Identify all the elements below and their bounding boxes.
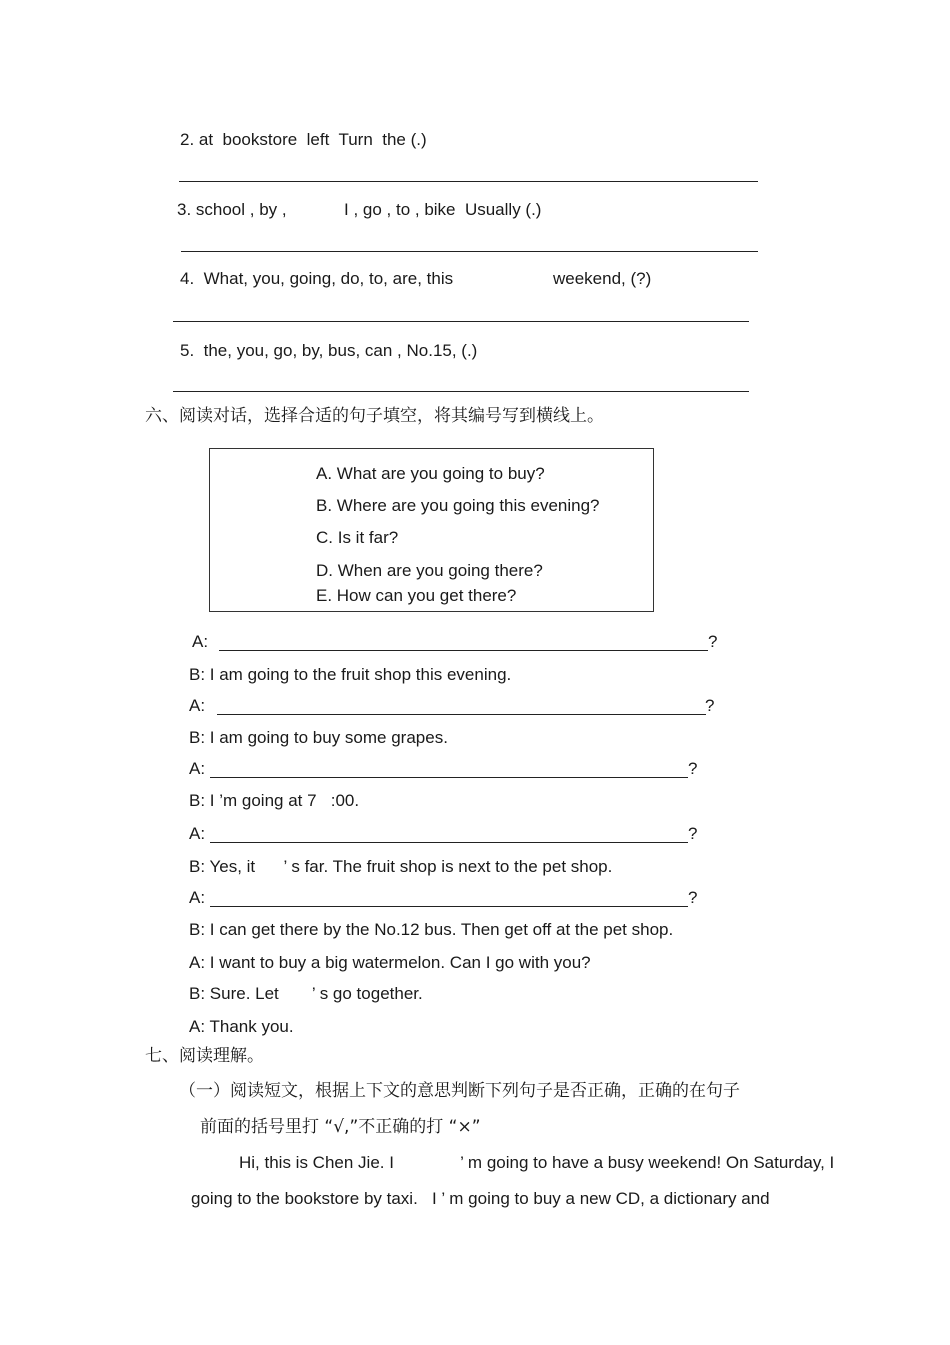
reorder-item-4-part1: 4. What, you, going, do, to, are, this bbox=[180, 269, 454, 288]
section-7-subheading: （一）阅读短文，根据上下文的意思判断下列句子是否正确，正确的在句子 bbox=[179, 1081, 740, 1101]
dialogue-blank-5[interactable] bbox=[210, 906, 688, 907]
dialogue-a2-label: A: bbox=[189, 696, 206, 715]
option-b: B. Where are you going this evening? bbox=[316, 496, 600, 515]
option-c: C. Is it far? bbox=[316, 528, 399, 547]
reorder-item-2: 2. at bookstore left Turn the (.) bbox=[180, 130, 427, 149]
dialogue-a5-label: A: bbox=[189, 888, 206, 907]
reorder-item-5: 5. the, you, go, by, bus, can , No.15, (.) bbox=[180, 341, 478, 360]
reorder-item-4-part2: weekend, (?) bbox=[553, 269, 652, 288]
option-a: A. What are you going to buy? bbox=[316, 464, 545, 483]
reorder-item-3-part1: 3. school , by , bbox=[177, 200, 287, 219]
option-e: E. How can you get there? bbox=[316, 586, 517, 605]
passage-line-2: going to the bookstore by taxi. I ’ m going to buy a new CD, a dictionary and bbox=[191, 1189, 770, 1208]
dialogue-line: B: Yes, it ’ s far. The fruit shop is next to the pet shop. bbox=[189, 857, 613, 876]
answer-line-2[interactable] bbox=[179, 181, 758, 182]
section-7-instruction: 前面的括号里打 “√,”不正确的打 “×” bbox=[200, 1117, 481, 1137]
answer-line-5[interactable] bbox=[173, 391, 749, 392]
section-7-heading: 七、阅读理解。 bbox=[145, 1046, 264, 1066]
dialogue-line: B: I am going to the fruit shop this evening. bbox=[189, 665, 512, 684]
dialogue-line: A: I want to buy a big watermelon. Can I go with you? bbox=[189, 953, 591, 972]
option-d: D. When are you going there? bbox=[316, 561, 543, 580]
reorder-item-3-part2: I , go , to , bike Usually (.) bbox=[344, 200, 542, 219]
answer-line-3[interactable] bbox=[181, 251, 758, 252]
dialogue-a3-mark: ? bbox=[688, 759, 698, 778]
dialogue-blank-1[interactable] bbox=[219, 650, 708, 651]
dialogue-blank-2[interactable] bbox=[217, 714, 706, 715]
dialogue-a3-label: A: bbox=[189, 759, 206, 778]
options-box bbox=[209, 448, 654, 612]
dialogue-a1-label: A: bbox=[192, 632, 209, 651]
dialogue-blank-4[interactable] bbox=[210, 842, 688, 843]
dialogue-line: A: Thank you. bbox=[189, 1017, 294, 1036]
dialogue-line: B: I am going to buy some grapes. bbox=[189, 728, 448, 747]
dialogue-line: B: Sure. Let ’ s go together. bbox=[189, 984, 423, 1003]
dialogue-a1-mark: ? bbox=[708, 632, 718, 651]
passage-line-1: Hi, this is Chen Jie. I ’ m going to have a busy weekend! On Saturday, I bbox=[239, 1153, 835, 1172]
answer-line-4[interactable] bbox=[173, 321, 749, 322]
dialogue-line: B: I can get there by the No.12 bus. Then get off at the pet shop. bbox=[189, 920, 674, 939]
dialogue-a4-label: A: bbox=[189, 824, 206, 843]
dialogue-line: B: I ’m going at 7 :00. bbox=[189, 791, 360, 810]
dialogue-a5-mark: ? bbox=[688, 888, 698, 907]
dialogue-a2-mark: ? bbox=[705, 696, 715, 715]
section-6-heading: 六、阅读对话，选择合适的句子填空，将其编号写到横线上。 bbox=[145, 406, 604, 426]
dialogue-blank-3[interactable] bbox=[210, 777, 688, 778]
dialogue-a4-mark: ? bbox=[688, 824, 698, 843]
